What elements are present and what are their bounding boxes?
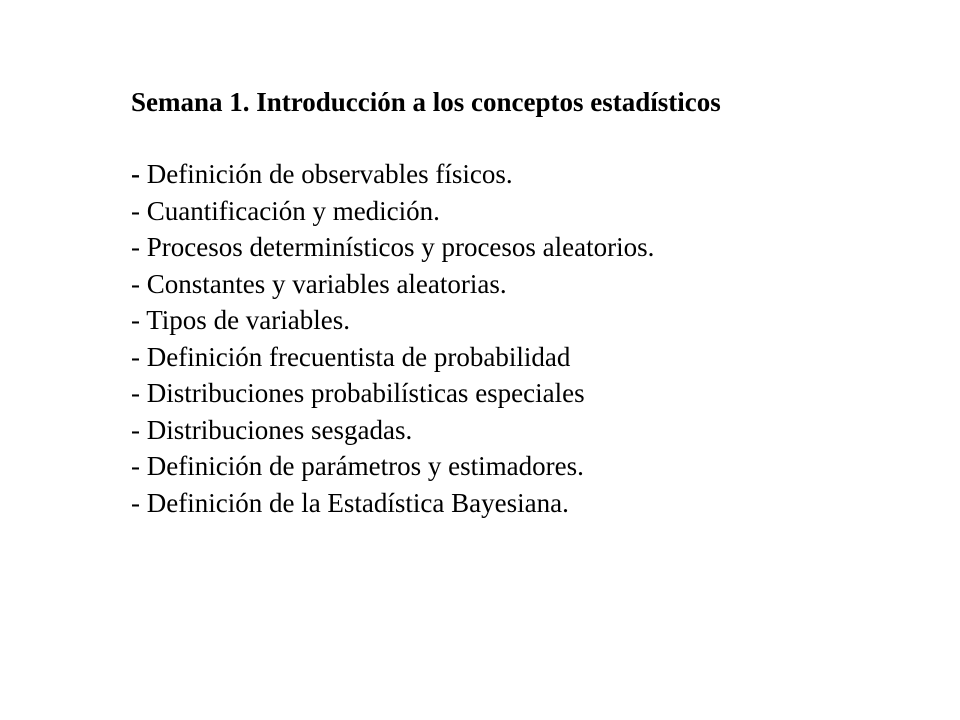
topic-text: Tipos de variables. [146,305,351,335]
topic-dash: - [131,268,147,299]
topic-text: Definición frecuentista de probabilidad [146,341,571,372]
topic-item [131,412,931,449]
topic-text: Procesos determinísticos y procesos aleatorios. [146,232,655,262]
topic-text: Distribuciones probabilísticas especiales [146,378,585,408]
topic-item [131,193,931,230]
slide-content [131,84,931,521]
topic-text: Constantes y variables aleatorias. [146,268,507,299]
topic-item [131,266,931,303]
topic-dash: - [131,451,147,481]
topic-text: Definición de la Estadística Bayesiana. [146,487,569,518]
topic-item [131,229,931,266]
topic-item [131,448,931,485]
topic-item [131,339,931,376]
topic-item [131,302,931,339]
topic-dash: - [131,305,147,335]
topic-dash: - [131,341,147,372]
topic-dash: - [131,378,147,408]
topic-dash: - [131,159,147,189]
topic-list [131,156,931,521]
topic-item [131,156,931,193]
topic-item [131,485,931,522]
topic-text: Definición de observables físicos. [146,159,513,189]
topic-text: Distribuciones sesgadas. [146,414,413,445]
topic-dash: - [131,487,147,518]
topic-dash: - [131,232,147,262]
topic-text: Cuantificación y medición. [146,195,440,226]
slide-title: Semana 1. Introducción a los conceptos estadísticos [131,87,721,117]
topic-dash: - [131,195,147,226]
topic-dash: - [131,414,147,445]
topic-item [131,375,931,412]
topic-text: Definición de parámetros y estimadores. [146,451,584,481]
